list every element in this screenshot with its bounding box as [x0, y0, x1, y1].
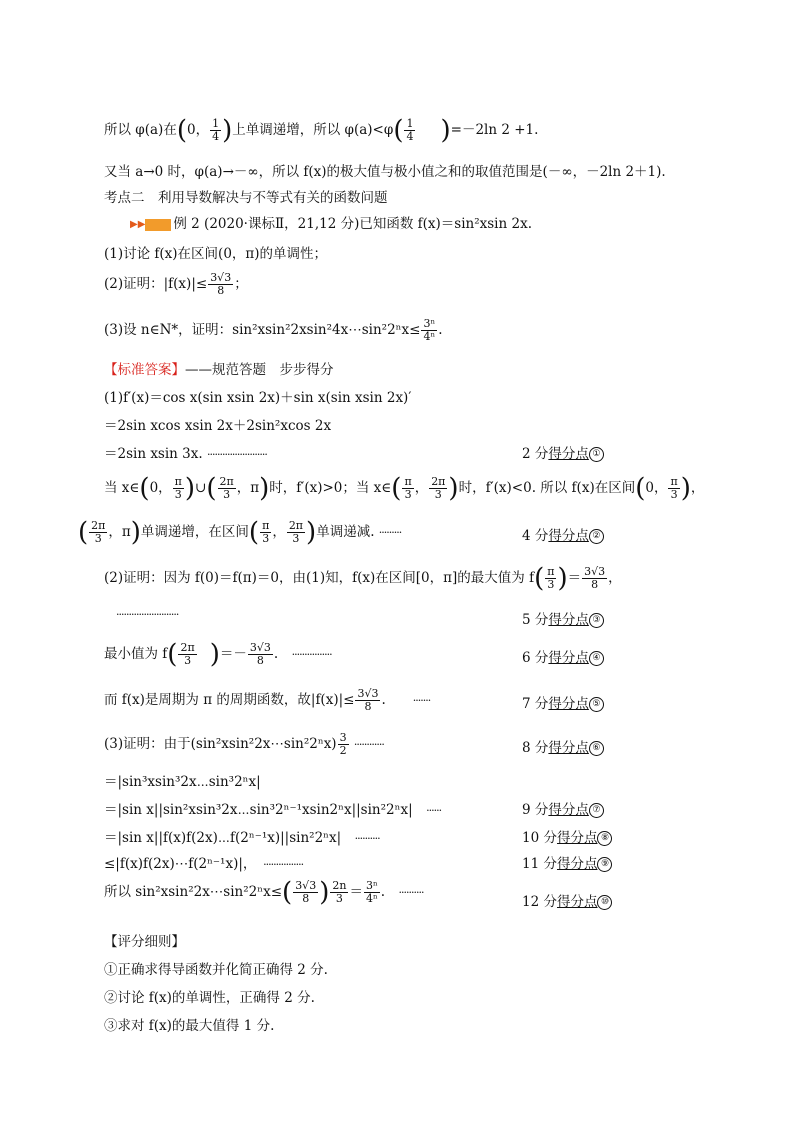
den: 3 [404, 488, 412, 501]
text: 单调递减. [316, 524, 375, 540]
text: . [438, 322, 443, 338]
den: 4 [212, 130, 220, 143]
label: 得分点 [548, 612, 589, 628]
step-3 [104, 442, 267, 462]
score-point-4 [522, 646, 604, 666]
text: (2)证明：因为 f(0)＝f(π)＝0，由(1)知，f(x)在区间[0，π]的最大值为 f [104, 570, 535, 586]
label: 得分点 [548, 740, 589, 756]
den: 4ⁿ [365, 892, 378, 905]
fraction [248, 642, 273, 667]
paren: ( [78, 517, 89, 548]
score: 4 分 [522, 528, 549, 544]
fraction [582, 566, 607, 591]
score-point-1 [522, 442, 604, 462]
den: 3 [434, 488, 442, 501]
den: 4ⁿ [423, 330, 436, 343]
paren: ) [306, 517, 317, 548]
mark: ⑧ [597, 831, 612, 846]
score-point-3 [522, 608, 604, 628]
mark: ⑤ [589, 697, 604, 712]
den: 4 [406, 130, 414, 143]
paren: ) [557, 563, 568, 594]
mark: ⑨ [597, 857, 612, 872]
score: 9 分 [522, 802, 549, 818]
den: 8 [217, 284, 225, 297]
leader-dots: ········· [378, 526, 402, 539]
step-12 [104, 826, 380, 846]
score-point-8 [522, 826, 612, 846]
leader-dots: ······ [426, 804, 442, 817]
text: (2)证明：|f(x)|≤ [104, 276, 208, 292]
text: 例 2 (2020·课标Ⅱ，21,12 分)已知函数 f(x)＝sin²xsin 2x. [173, 216, 532, 232]
paren: ) [319, 877, 330, 908]
text: 当 x∈ [104, 480, 140, 496]
den: 3 [262, 532, 270, 545]
text: 最小值为 f [104, 646, 168, 662]
step-6: (2)证明：因为 f(0)＝f(π)＝0，由(1)知，f(x)在区间[0，π]的最大值为 f( $\frac{\pi}{3}$ )＝ $\frac{3√3}{8}$ ， [104, 563, 622, 594]
text: (3)证明：由于(sin²xsin²2x⋯sin²2ⁿx) [104, 736, 337, 752]
rule-3: ③求对 f(x)的最大值得 1 分. [104, 1018, 275, 1034]
leader-dots: ························ [206, 448, 267, 461]
mark: ⑦ [589, 803, 604, 818]
fraction [178, 642, 196, 667]
paren: ( [248, 517, 260, 548]
rule-2: ②讨论 f(x)的单调性，正确得 2 分. [104, 990, 315, 1006]
paren: ( [282, 877, 293, 908]
arrow-icon: ▶▶ [130, 219, 146, 230]
num: 2π [180, 641, 195, 654]
text: ＝|sin x||f(x)f(2x)⋯f(2ⁿ⁻¹x)||sin²2ⁿx| [104, 830, 342, 846]
leader-dots: ················ [263, 858, 304, 871]
paren: ( [534, 563, 545, 594]
rule-1: ①正确求得导函数并化简正确得 2 分. [104, 962, 328, 978]
fraction [89, 520, 107, 545]
step-7: 最小值为 f( $\frac{2\pi}{3}$ )＝－ $\frac{3√3}{8}$ . ················ [104, 639, 332, 670]
paren: ( [167, 639, 178, 670]
leader-dots: ·········· [354, 832, 380, 845]
den: 3 [547, 578, 555, 591]
paren: ( [391, 473, 402, 504]
label: 得分点 [556, 894, 598, 910]
fraction [218, 476, 236, 501]
num: π [404, 475, 412, 488]
step-8: 而 f(x)是周期为 π 的周期函数，故|f(x)|≤ $\frac{3√3}{8}$ . ······· [104, 687, 431, 713]
mark: ③ [589, 613, 604, 628]
paren: ( [635, 473, 646, 504]
score-point-6 [522, 736, 604, 756]
den: 3 [223, 488, 231, 501]
answer-heading [104, 358, 334, 378]
paren: ) [184, 473, 196, 504]
den: 8 [364, 700, 372, 713]
fraction-1-4 [210, 118, 221, 143]
fraction [668, 476, 679, 501]
den: 3 [174, 488, 182, 501]
paren: ( [393, 115, 404, 146]
paren: ) [209, 639, 220, 670]
leader-dots: ······· [412, 694, 431, 707]
label: 得分点 [556, 830, 598, 846]
paren: ) [130, 517, 141, 548]
text: 时，f′(x)>0；当 x∈ [269, 480, 392, 496]
fraction-1-4 [404, 118, 415, 143]
step-10: ＝|sin³xsin³2x⋯sin³2ⁿx| [104, 774, 261, 790]
example-title [130, 212, 532, 232]
text: =－2ln 2 +1. [450, 122, 539, 138]
den: 8 [302, 892, 310, 905]
fraction [421, 318, 437, 343]
leader-dots: ············ [353, 738, 384, 751]
score: 10 分 [522, 830, 557, 846]
label: 得分点 [548, 446, 589, 462]
num: 3√3 [584, 565, 606, 578]
den: 3 [292, 532, 300, 545]
num: 2π [288, 519, 304, 532]
score-point-7 [522, 798, 604, 818]
den: 3 [184, 654, 192, 667]
score: 6 分 [522, 650, 549, 666]
text: ＝2sin xsin 3x. [104, 446, 203, 462]
step-14: 所以 sin²xsin²2x⋯sin²2ⁿx≤( $\frac{3√3}{8}$ ) $\frac{2n}{3}$ ＝ $\frac{\text{3ⁿ}}{\text{4ⁿ}}$ . ·········· [104, 877, 424, 908]
fraction [338, 732, 349, 757]
leader-dots: ················ [291, 648, 332, 661]
score-point-2 [522, 524, 604, 544]
score: 12 分 [522, 894, 557, 910]
mark: ④ [589, 651, 604, 666]
den: 8 [591, 578, 599, 591]
num: 3 [339, 731, 347, 744]
fraction [402, 476, 413, 501]
step-1: (1)f′(x)＝cos x(sin xsin 2x)＋sin x(sin xsin 2x)′ [104, 390, 412, 406]
label: 得分点 [548, 696, 589, 712]
num: 2π [219, 475, 234, 488]
score-point-5 [522, 692, 604, 712]
paren: ( [176, 115, 187, 146]
interval-start: 0， [186, 122, 210, 138]
den: 2 [339, 744, 347, 757]
score: 8 分 [522, 740, 549, 756]
text: ——规范答题 步步得分 [185, 362, 334, 378]
text: ； [234, 276, 248, 292]
label: 得分点 [548, 802, 589, 818]
fraction [208, 272, 233, 297]
num: 3√3 [295, 879, 317, 892]
num: 3√3 [357, 687, 379, 700]
paren: ) [680, 473, 691, 504]
fraction [355, 688, 380, 713]
leader-dots-row [116, 606, 178, 622]
text: ≤|f(x)f(2x)⋯f(2ⁿ⁻¹x)|， [104, 856, 250, 872]
fraction [260, 520, 271, 545]
fraction [545, 566, 556, 591]
mark: ⑥ [589, 741, 604, 756]
fraction [173, 476, 184, 501]
num: 1 [406, 117, 414, 130]
mark: ① [589, 447, 604, 462]
leader-dots: ························· [116, 608, 179, 621]
paren: ) [440, 115, 451, 146]
score: 2 分 [522, 446, 549, 462]
paren: ) [259, 473, 270, 504]
leader-dots: ·········· [398, 886, 424, 899]
score: 11 分 [522, 856, 557, 872]
step-13 [104, 852, 303, 872]
text: 所以 sin²xsin²2x⋯sin²2ⁿx≤ [104, 884, 283, 900]
intro-line-1 [104, 115, 539, 146]
text: 单调递增，在区间 [140, 524, 249, 540]
text: 时，f′(x)<0. 所以 f(x)在区间 [458, 480, 636, 496]
den: 3 [94, 532, 102, 545]
num: 2n [332, 879, 347, 892]
num: 3√3 [249, 641, 271, 654]
question-3 [104, 318, 443, 343]
num: π [547, 565, 555, 578]
score-point-10 [522, 890, 612, 910]
step-9 [104, 732, 384, 757]
paren: ) [222, 115, 233, 146]
fraction [293, 880, 318, 905]
num: 2π [91, 519, 106, 532]
fraction [330, 880, 348, 905]
step-2: ＝2sin xcos xsin 2x＋2sin²xcos 2x [104, 418, 332, 434]
text: ＝|sin x||sin²xsin³2x⋯sin³2ⁿ⁻¹xsin2ⁿx||sin²2ⁿx| [104, 802, 413, 818]
score: 5 分 [522, 612, 549, 628]
paren: ( [206, 473, 217, 504]
step-4: 当 x∈(0， $\frac{\pi}{3}$ )∪( $\frac{2\pi}{3}$ ，π)时，f′(x)>0；当 x∈( $\frac{\pi}{3}$ ， $\frac{2\pi}{3}$ )时，f′(x)<0. 所以 f(x)在区间(0， $\frac{\pi}{3}$ )， [104, 473, 705, 504]
label: 得分点 [556, 856, 598, 872]
step-11 [104, 798, 441, 818]
label: 得分点 [548, 528, 589, 544]
text: (3)设 n∈N*，证明：sin²xsin²2xsin²4x⋯sin²2ⁿx≤ [104, 322, 421, 338]
question-1: (1)讨论 f(x)在区间(0，π)的单调性； [104, 246, 328, 262]
den: 8 [256, 654, 264, 667]
mark: ⑩ [597, 895, 612, 910]
num: 3ⁿ [423, 317, 436, 330]
num: 1 [212, 117, 220, 130]
fraction [287, 520, 305, 545]
label: 【标准答案】 [104, 362, 185, 378]
question-2 [104, 272, 248, 297]
text: 所以 φ(a)在 [104, 122, 177, 138]
mark: ② [589, 529, 604, 544]
step-5: ( $\frac{2\pi}{3}$ ，π)单调递增，在区间( $\frac{\pi}{3}$ ， $\frac{2\pi}{3}$ )单调递减. ········· [78, 517, 402, 548]
section-heading: 考点二 利用导数解决与不等式有关的函数问题 [104, 190, 388, 206]
num: 3√3 [210, 271, 232, 284]
intro-line-2: 又当 a→0 时，φ(a)→－∞，所以 f(x)的极大值与极小值之和的取值范围是(－∞，－2ln 2＋1). [104, 164, 666, 180]
fraction [429, 476, 447, 501]
score-point-9 [522, 852, 612, 872]
num: π [174, 475, 182, 488]
text: ＝－ [219, 646, 247, 662]
score: 7 分 [522, 696, 549, 712]
paren: ( [139, 473, 150, 504]
rules-title: 【评分细则】 [104, 934, 185, 950]
text: 而 f(x)是周期为 π 的周期函数，故|f(x)|≤ [104, 692, 355, 708]
paren: ) [448, 473, 459, 504]
num: 3ⁿ [365, 879, 378, 892]
text: 上单调递增，所以 φ(a)<φ [232, 122, 394, 138]
highlight-tag [145, 219, 171, 231]
den: 3 [335, 892, 343, 905]
den: 3 [670, 488, 678, 501]
num: π [670, 475, 678, 488]
label: 得分点 [548, 650, 589, 666]
fraction [364, 880, 380, 905]
num: π [262, 519, 270, 532]
num: 2π [431, 475, 446, 488]
